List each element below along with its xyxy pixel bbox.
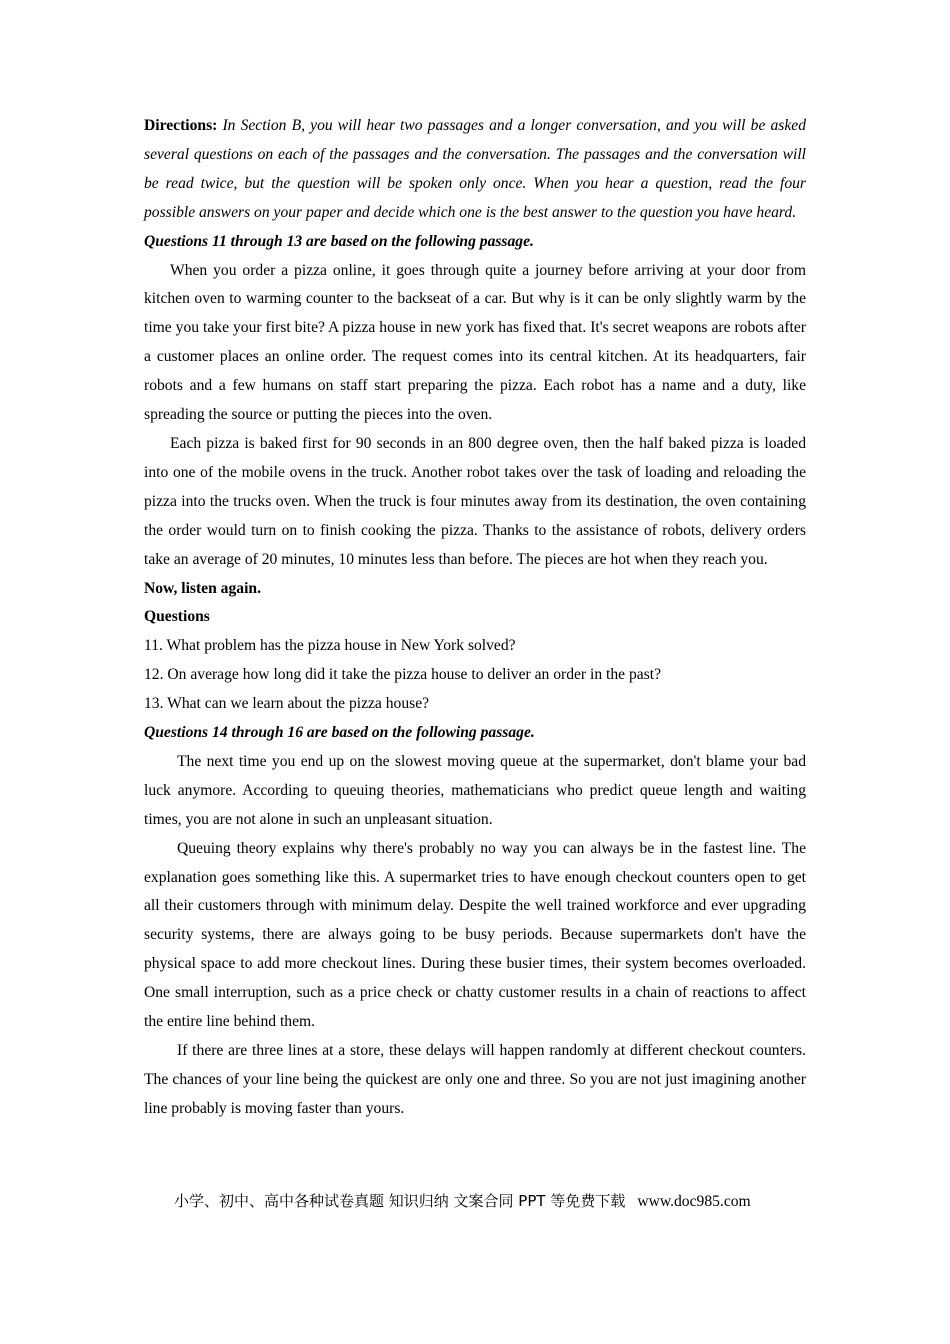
questions-label: Questions bbox=[144, 608, 210, 626]
question-12: 12. On average how long did it take the pizza house to deliver an order in the past? bbox=[144, 666, 662, 684]
page-footer bbox=[174, 1187, 751, 1216]
passage1-paragraph-2: Each pizza is baked first for 90 seconds in an 800 degree oven, then the half baked pizza is loaded into one of the mobile ovens in the truck. Another robot takes over the task of loading and reloading the pizza into the trucks oven. When the truck is four minutes away from its destination, the oven containing the order would turn on to finish cooking the pizza. Thanks to the assistance of robots, delivery orders take an average of 20 minutes, 10 minutes less than before. The pieces are hot when they reach you. bbox=[144, 434, 806, 568]
directions-paragraph bbox=[144, 112, 806, 228]
question-11: 11. What problem has the pizza house in New York solved? bbox=[144, 637, 516, 655]
passage1-heading: Questions 11 through 13 are based on the following passage. bbox=[144, 232, 534, 250]
footer-text: 小学、初中、高中各种试卷真题 知识归纳 文案合同 PPT 等免费下载 bbox=[174, 1192, 626, 1210]
passage1-paragraph-1: When you order a pizza online, it goes through quite a journey before arriving at your door from kitchen oven to warming counter to the backseat of a car. But why is it can be only slightly warm by the time you take your first bite? A pizza house in new york has fixed that. It's secret weapons are robots after a customer places an online order. The request comes into its central kitchen. At its headquarters, fair robots and a few humans on staff start preparing the pizza. Each robot has a name and a duty, like spreading the source or putting the pieces into the oven. bbox=[144, 261, 806, 424]
question-13: 13. What can we learn about the pizza house? bbox=[144, 695, 430, 713]
passage2-paragraph-2: Queuing theory explains why there's probably no way you can always be in the fastest line. The explanation goes something like this. A supermarket tries to have enough checkout counters open to get all their customers through with minimum delay. Despite the well trained workforce and ever upgrading security systems, there are always going to be busy periods. Because supermarkets don't have the physical space to add more checkout lines. During these busier times, their system becomes overloaded. One small interruption, such as a price check or chatty customer results in a chain of reactions to affect the entire line behind them. bbox=[144, 839, 806, 1031]
passage2-heading: Questions 14 through 16 are based on the following passage. bbox=[144, 724, 535, 742]
directions-label: Directions: bbox=[144, 117, 218, 134]
passage2-paragraph-1: The next time you end up on the slowest moving queue at the supermarket, don't blame your bad luck anymore. According to queuing theories, mathematicians who predict queue length and waiting times, you are not alone in such an unpleasant situation. bbox=[144, 752, 806, 828]
footer-url: www.doc985.com bbox=[637, 1193, 751, 1210]
directions-text: In Section B, you will hear two passages and a longer conversation, and you will be asked several questions on each of the passages and the conversation. The passages and the conversation will be read twice, but the question will be spoken only once. When you hear a question, read the four possible answers on your paper and decide which one is the best answer to the question you have heard. bbox=[144, 117, 806, 221]
listen-again-label: Now, listen again. bbox=[144, 579, 261, 597]
document-page bbox=[144, 112, 806, 1124]
passage2-paragraph-3: If there are three lines at a store, these delays will happen randomly at different checkout counters. The chances of your line being the quickest are only one and three. So you are not just imagining another line probably is moving faster than yours. bbox=[144, 1042, 806, 1117]
